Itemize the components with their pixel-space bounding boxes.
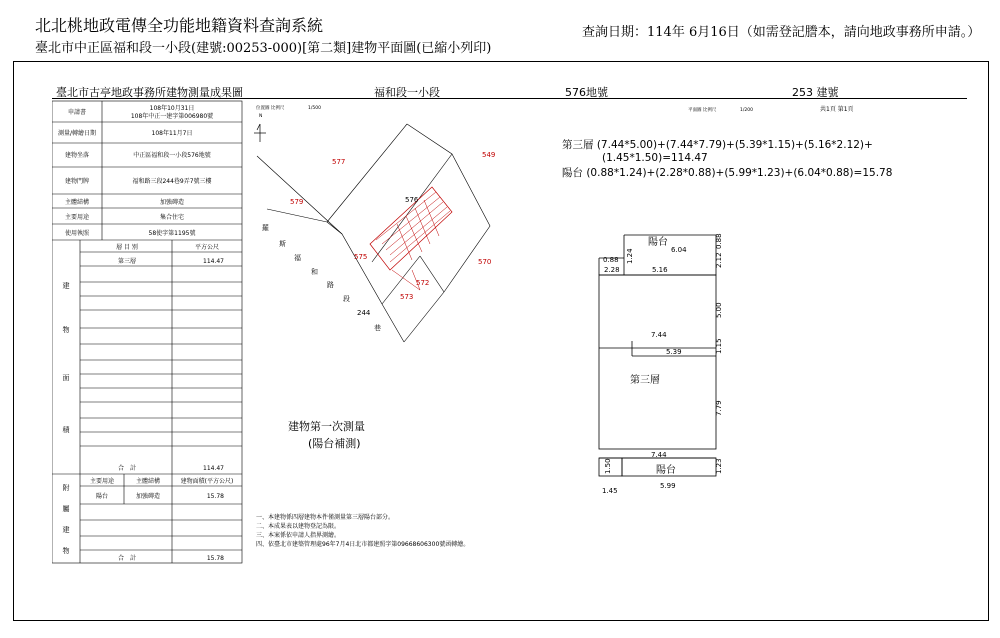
road-char-2: 和 — [311, 268, 318, 276]
row-value-application: 108年10月31日 — [149, 105, 195, 112]
query-date: 查詢日期：114年 6月16日（如需登記謄本，請向地政事務所申請。） — [582, 25, 981, 40]
row-value-structure: 加強磚造 — [159, 199, 185, 206]
vertical-char-3: 面 — [62, 374, 70, 382]
system-title: 北北桃地政電傳全功能地籍資料查詢系統 — [35, 16, 324, 35]
row-label-address: 建物門牌 — [64, 178, 90, 185]
dim-744-top: 7.44 — [651, 331, 667, 339]
building-number: 253 建號 — [792, 86, 839, 99]
dim-150: 1.50 — [604, 458, 612, 474]
dim-744-bottom: 7.44 — [651, 451, 667, 459]
lot-549: 549 — [482, 151, 496, 159]
survey-document — [52, 84, 967, 569]
attached-header-structure: 主體結構 — [135, 478, 161, 485]
note-3: 三、本案係依申請人指界測繪。 — [256, 532, 341, 539]
land-number: 576地號 — [565, 86, 608, 99]
survey-drawing — [52, 84, 967, 569]
dim-516: 5.16 — [652, 266, 668, 274]
parcel-lines — [257, 124, 490, 342]
alley-number: 244 — [357, 309, 371, 317]
attached-area: 15.78 — [206, 493, 224, 500]
row-label-license: 使用執照 — [64, 230, 90, 237]
attached-total: 15.78 — [206, 555, 224, 562]
total-area: 114.47 — [203, 465, 224, 472]
area-header-sqm: 平方公尺 — [194, 244, 220, 251]
dim-123: 1.23 — [715, 458, 723, 474]
lot-572: 572 — [416, 279, 430, 287]
lot-576: 576 — [405, 196, 419, 204]
dim-088: 0.88 — [603, 256, 619, 264]
total-label: 合 計 — [117, 465, 137, 472]
survey-subtitle: (陽台補測) — [308, 437, 361, 450]
dim-212: 2.12 — [715, 252, 723, 268]
office-title: 臺北市古亭地政事務所建物測量成果圖 — [56, 86, 243, 99]
page-info: 共1頁 第1頁 — [820, 106, 854, 113]
dim-124: 1.24 — [626, 248, 634, 264]
vertical-char-2: 物 — [62, 326, 70, 334]
row-value-survey-date: 108年11月7日 — [151, 130, 193, 137]
area-header-floor: 層 目 別 — [116, 244, 138, 251]
note-1: 一、本建物係四層建物本件僅測量第三層陽台部分。 — [256, 514, 395, 521]
section-name: 福和段一小段 — [374, 86, 440, 99]
attached-vertical-1: 附 — [62, 484, 70, 492]
lot-570: 570 — [478, 258, 492, 266]
dim-500: 5.00 — [715, 302, 723, 318]
dim-599: 5.99 — [660, 482, 676, 490]
row-label-survey-date: 測量/轉繪日期 — [57, 130, 97, 137]
dim-604: 6.04 — [671, 246, 687, 254]
bottom-balcony-label: 陽台 — [656, 465, 676, 476]
row-value-location: 中正區福和段一小段576地號 — [133, 152, 211, 159]
attached-header-area: 建物面積(平方公尺) — [180, 478, 234, 485]
document-subtitle: 臺北市中正區福和段一小段(建號:00253-000)[第二類]建物平面圖(已縮小列印) — [35, 41, 492, 56]
lot-579: 579 — [290, 198, 304, 206]
road-char-5: 段 — [343, 295, 350, 303]
top-balcony-label: 陽台 — [648, 237, 668, 248]
road-char-3: 路 — [327, 281, 334, 289]
attached-structure: 加強磚造 — [135, 493, 161, 500]
row-label-location: 建物坐落 — [64, 152, 90, 159]
road-char-si: 斯 — [279, 240, 286, 248]
floor-name: 第三層 — [117, 258, 137, 265]
row-label-structure: 主體結構 — [64, 199, 90, 206]
north-label: N — [259, 114, 263, 119]
attached-total-label: 合 計 — [117, 555, 137, 562]
attached-header-use: 主要用途 — [89, 478, 115, 485]
note-2: 二、本成果表以建物登記為限。 — [256, 523, 341, 530]
plan-scale-label: 平面圖 比例尺 — [688, 108, 717, 113]
lot-573: 573 — [400, 293, 414, 301]
vertical-char-4: 積 — [62, 426, 70, 434]
alley-char: 巷 — [374, 324, 381, 332]
attached-vertical-3: 建 — [62, 526, 70, 534]
attached-vertical-2: 屬 — [62, 505, 70, 513]
floor-label: 第三層 — [630, 375, 660, 386]
road-char-1: 福 — [294, 254, 301, 262]
north-arrow-icon — [254, 124, 266, 142]
formula-balcony: 陽台 (0.88*1.24)+(2.28*0.88)+(5.99*1.23)+(6.04*0.88)=15.78 — [562, 167, 893, 179]
row-value-address: 福和路三段244巷9弄7號三樓 — [132, 178, 212, 185]
row-label-usage: 主要用途 — [64, 214, 90, 221]
dim-115: 1.15 — [715, 338, 723, 354]
attached-use: 陽台 — [95, 493, 109, 500]
plan-scale: 1/200 — [740, 108, 753, 113]
dim-779: 7.79 — [715, 400, 723, 416]
formula-floor: 第三層 (7.44*5.00)+(7.44*7.79)+(5.39*1.15)+(5.16*2.12)+ — [562, 139, 873, 151]
vertical-char-1: 建 — [62, 282, 70, 290]
row-value-usage: 集合住宅 — [159, 214, 185, 221]
formula-floor-cont: (1.45*1.50)=114.47 — [602, 152, 708, 164]
road-char-luo: 羅 — [262, 224, 269, 232]
floor-area: 114.47 — [203, 258, 224, 265]
note-4: 四、依臺北市建築管理處96年7月4日北市都建照字第09668606300號函轉繪。 — [256, 541, 470, 548]
dim-539: 5.39 — [666, 348, 682, 356]
dim-228: 2.28 — [604, 266, 620, 274]
dim-145: 1.45 — [602, 487, 618, 495]
attached-vertical-4: 物 — [62, 547, 70, 555]
row-value-application-no: 108年中正一建字第006980號 — [130, 113, 214, 120]
location-scale: 1/500 — [308, 106, 321, 111]
location-scale-label: 位置圖 比例尺 — [256, 106, 285, 111]
row-value-license: 58使字第1195號 — [148, 230, 196, 237]
lot-575: 575 — [354, 253, 368, 261]
survey-title: 建物第一次測量 — [288, 420, 365, 433]
lot-577: 577 — [332, 158, 346, 166]
row-label-application: 申請書 — [67, 109, 87, 116]
dim-088-right: 0.88 — [715, 233, 723, 249]
